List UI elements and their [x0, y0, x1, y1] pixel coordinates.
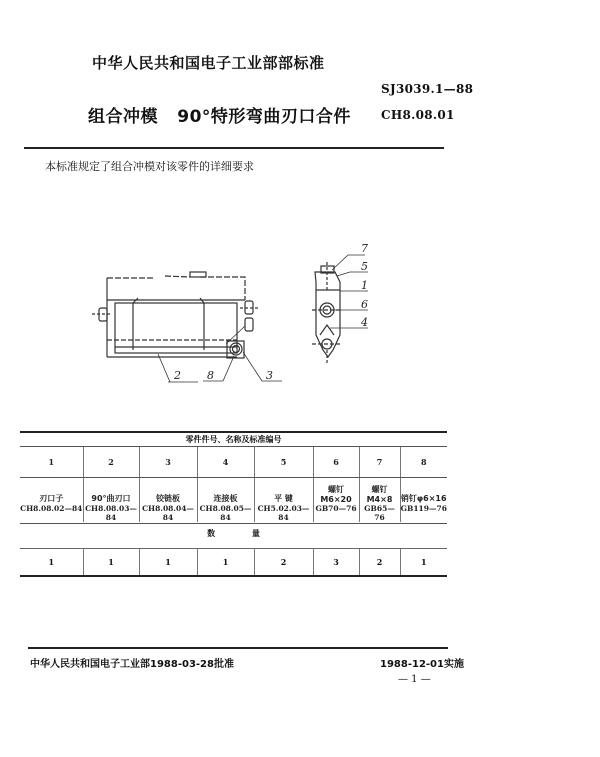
part-name: 铰链板 [139, 478, 197, 505]
part-no: 4 [197, 447, 254, 478]
part-name: 平 键 [254, 478, 313, 505]
table-top-rule [20, 431, 447, 433]
parts-table-caption: 零件件号、名称及标准编号 [185, 435, 282, 444]
approval-date: 中华人民共和国电子工业部1988-03-28批准 [30, 659, 234, 670]
side-view [312, 255, 368, 364]
part-standard: GB70—76 [313, 504, 359, 522]
implementation-date: 1988-12-01实施 [380, 659, 464, 670]
label-2: 2 [174, 369, 181, 382]
front-view [92, 272, 282, 382]
quantity-cell: 2 [254, 549, 313, 577]
part-standard: CH8.08.04—84 [139, 504, 197, 522]
part-standard: GB65—76 [359, 504, 400, 522]
part-no: 7 [359, 447, 400, 478]
part-standard: GB119—76 [400, 504, 447, 522]
part-standard: CH8.08.05—84 [197, 504, 254, 522]
intro-text: 本标准规定了组合冲模对该零件的详细要求 [45, 160, 254, 173]
part-standard-row [20, 504, 447, 522]
standard-number: SJ3039.1—88 [381, 82, 474, 96]
part-name: 螺钉M6×20 [313, 478, 359, 505]
footer-rule [28, 647, 448, 649]
part-no: 5 [254, 447, 313, 478]
quantity-cell: 2 [359, 549, 400, 577]
quantity-table [20, 548, 447, 577]
part-no: 1 [20, 447, 83, 478]
part-name: 连接板 [197, 478, 254, 505]
part-no: 2 [83, 447, 139, 478]
label-8: 8 [207, 369, 214, 382]
part-no: 6 [313, 447, 359, 478]
part-name: 螺钉M4×8 [359, 478, 400, 505]
label-4: 4 [361, 316, 368, 329]
quantity-cell: 1 [197, 549, 254, 577]
part-name: 刃口子 [39, 494, 64, 503]
part-number-row [20, 447, 447, 478]
part-name: 销钉φ6×16 [400, 478, 447, 505]
part-code: CH8.08.01 [381, 108, 455, 122]
label-6: 6 [361, 298, 368, 311]
quantity-row [20, 549, 447, 577]
parts-table [20, 446, 447, 522]
part-no: 8 [400, 447, 447, 478]
quantity-cell: 1 [83, 549, 139, 577]
quantity-caption: 数 量 [207, 529, 260, 538]
part-name-row [20, 478, 447, 505]
part-standard: CH8.08.02—84 [20, 504, 83, 513]
label-7: 7 [361, 242, 368, 255]
name-row-rule [20, 523, 447, 524]
document-title: 组合冲模 90°特形弯曲刃口合件 [88, 107, 351, 127]
page-number: — 1 — [398, 674, 431, 685]
part-no: 3 [139, 447, 197, 478]
part-name: 90°曲刃口 [83, 478, 139, 505]
quantity-cell: 1 [400, 549, 447, 577]
part-standard: CH8.08.03—84 [83, 504, 139, 522]
quantity-cell: 1 [139, 549, 197, 577]
quantity-cell: 3 [313, 549, 359, 577]
label-3: 3 [266, 369, 273, 382]
label-5: 5 [361, 260, 368, 273]
quantity-cell: 1 [20, 549, 83, 577]
part-standard: CH5.02.03—84 [254, 504, 313, 522]
label-1: 1 [361, 279, 368, 292]
issuing-authority: 中华人民共和国电子工业部部标准 [92, 54, 325, 72]
